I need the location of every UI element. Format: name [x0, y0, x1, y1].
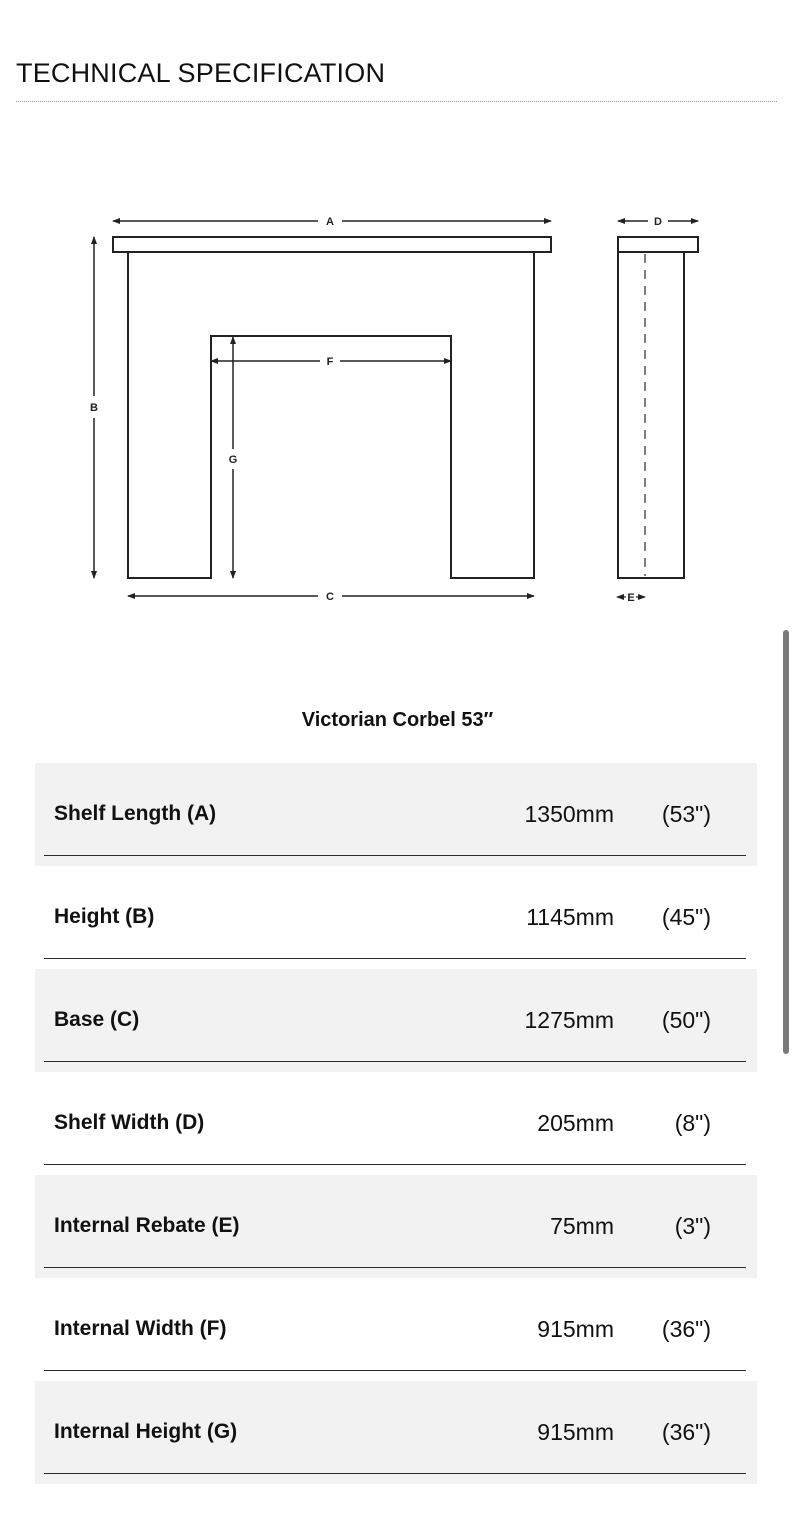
- dimension-d-label: D: [654, 216, 662, 228]
- spec-value-inches: (50"): [661, 1007, 711, 1033]
- spec-value-mm: 1145mm: [526, 904, 614, 930]
- spec-value-mm: 915mm: [537, 1316, 614, 1342]
- dimension-c-label: C: [326, 591, 334, 603]
- spec-row-shelf-length: [35, 763, 757, 866]
- spec-row-internal-width: [35, 1278, 757, 1381]
- side-shelf-shape: [618, 237, 698, 252]
- side-body-shape: [618, 252, 684, 578]
- page-title: TECHNICAL SPECIFICATION: [16, 58, 386, 88]
- row-divider: [44, 1061, 746, 1062]
- spec-table: [35, 763, 757, 1484]
- spec-label: Internal Height (G): [54, 1420, 238, 1443]
- spec-value-inches: (53"): [661, 801, 711, 827]
- spec-label: Internal Width (F): [54, 1317, 227, 1340]
- dimension-b-label: B: [90, 402, 98, 414]
- spec-row-base: [35, 969, 757, 1072]
- spec-value-inches: (3"): [674, 1213, 711, 1239]
- spec-value-mm: 75mm: [550, 1213, 614, 1239]
- dimension-a-label: A: [326, 216, 334, 228]
- spec-value-mm: 1275mm: [524, 1007, 614, 1033]
- spec-label: Base (C): [54, 1008, 140, 1031]
- front-surround-shape: [128, 252, 534, 578]
- spec-value-inches: (36"): [661, 1419, 711, 1445]
- fireplace-dimension-diagram: [0, 200, 795, 620]
- spec-value-inches: (45"): [661, 904, 711, 930]
- spec-value-mm: 915mm: [537, 1419, 614, 1445]
- spec-value-mm: 205mm: [537, 1110, 614, 1136]
- spec-row-height: [35, 866, 757, 969]
- spec-label: Internal Rebate (E): [54, 1214, 240, 1237]
- front-shelf-shape: [113, 237, 551, 252]
- row-divider: [44, 855, 746, 856]
- spec-value-mm: 1350mm: [524, 801, 614, 827]
- row-divider: [44, 1473, 746, 1474]
- spec-label: Shelf Length (A): [54, 802, 217, 825]
- product-title: Victorian Corbel 53″: [301, 709, 494, 731]
- row-divider: [44, 958, 746, 959]
- spec-row-internal-rebate: [35, 1175, 757, 1278]
- spec-value-inches: (8"): [674, 1110, 711, 1136]
- row-divider: [44, 1267, 746, 1268]
- title-divider: [16, 101, 777, 102]
- spec-label: Shelf Width (D): [54, 1111, 205, 1134]
- dimension-e-label: E: [627, 592, 635, 604]
- dimension-f-label: F: [326, 356, 334, 368]
- spec-label: Height (B): [54, 905, 155, 928]
- spec-value-inches: (36"): [661, 1316, 711, 1342]
- vertical-scrollbar[interactable]: [783, 630, 789, 1054]
- row-divider: [44, 1370, 746, 1371]
- spec-row-shelf-width: [35, 1072, 757, 1175]
- spec-row-internal-height: [35, 1381, 757, 1484]
- row-divider: [44, 1164, 746, 1165]
- dimension-g-label: G: [228, 454, 238, 466]
